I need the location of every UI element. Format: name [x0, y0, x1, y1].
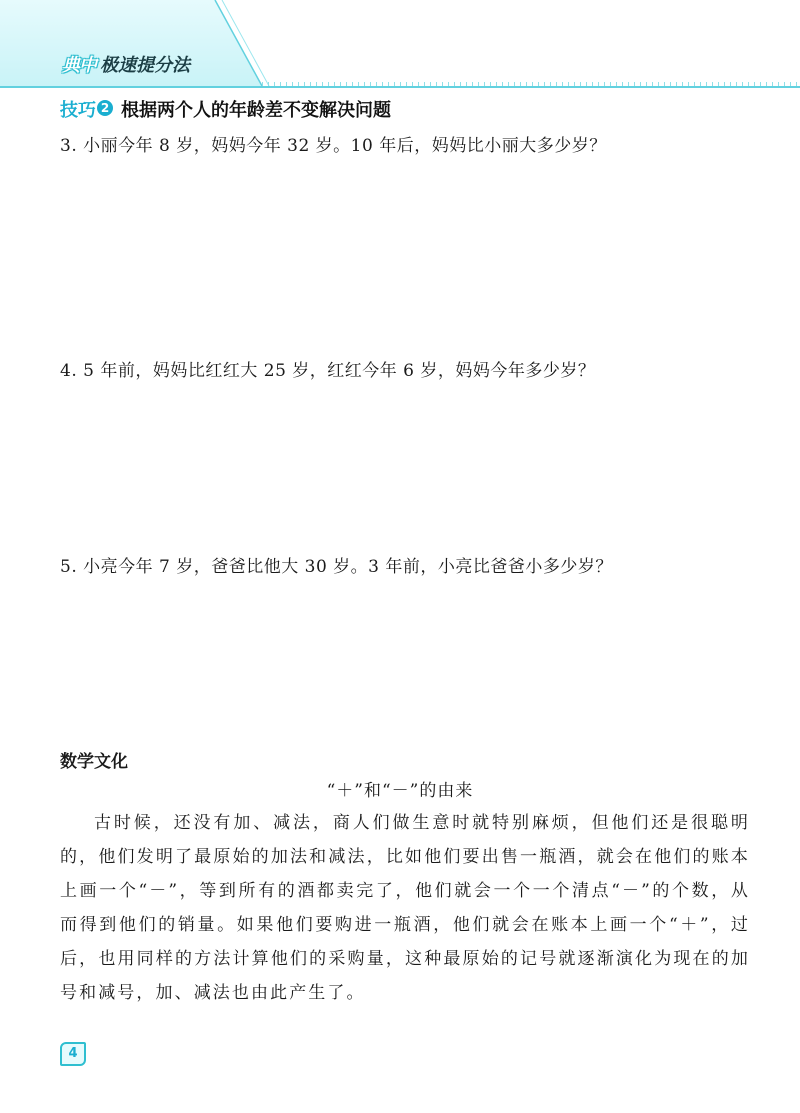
skill-heading: [60, 96, 391, 122]
article-paragraph: 古时候，还没有加、减法，商人们做生意时就特别麻烦，但他们还是很聪明的，他们发明了最原始的加法和减法，比如他们要出售一瓶酒，就会在他们的账本上画一个“－”，等到所有的酒都卖完了，他们就会一个一个清点“－”的个数，从而得到他们的销量。如果他们要购进一瓶酒，他们就会在账本上画一个“＋”，过后，也用同样的方法计算他们的采购量，这种最原始的记号就逐渐演化为现在的加号和减号，加、减法也由此产生了。: [60, 813, 750, 1003]
page-number: 4: [60, 1042, 86, 1066]
header-rule-line: [0, 86, 800, 88]
question-3: 3. 小丽今年 8 岁，妈妈今年 32 岁。10 年后，妈妈比小丽大多少岁？: [60, 136, 607, 156]
culture-heading: 数学文化: [60, 752, 128, 772]
article-title: “＋”和“－”的由来: [326, 781, 474, 801]
skill-label: 技巧: [60, 100, 96, 121]
page-header: [0, 0, 800, 88]
article-body: [60, 806, 750, 1010]
brand-logo: 典中: [62, 55, 96, 76]
question-4: 4. 5 年前，妈妈比红红大 25 岁，红红今年 6 岁，妈妈今年多少岁？: [60, 361, 596, 381]
skill-number-badge: 2: [97, 100, 113, 116]
header-tab-edge: [214, 0, 270, 86]
skill-title: 根据两个人的年龄差不变解决问题: [121, 100, 391, 121]
brand-title: 极速提分法: [100, 55, 190, 76]
brand: [62, 50, 190, 78]
question-5: 5. 小亮今年 7 岁，爸爸比他大 30 岁。3 年前，小亮比爸爸小多少岁？: [60, 557, 613, 577]
